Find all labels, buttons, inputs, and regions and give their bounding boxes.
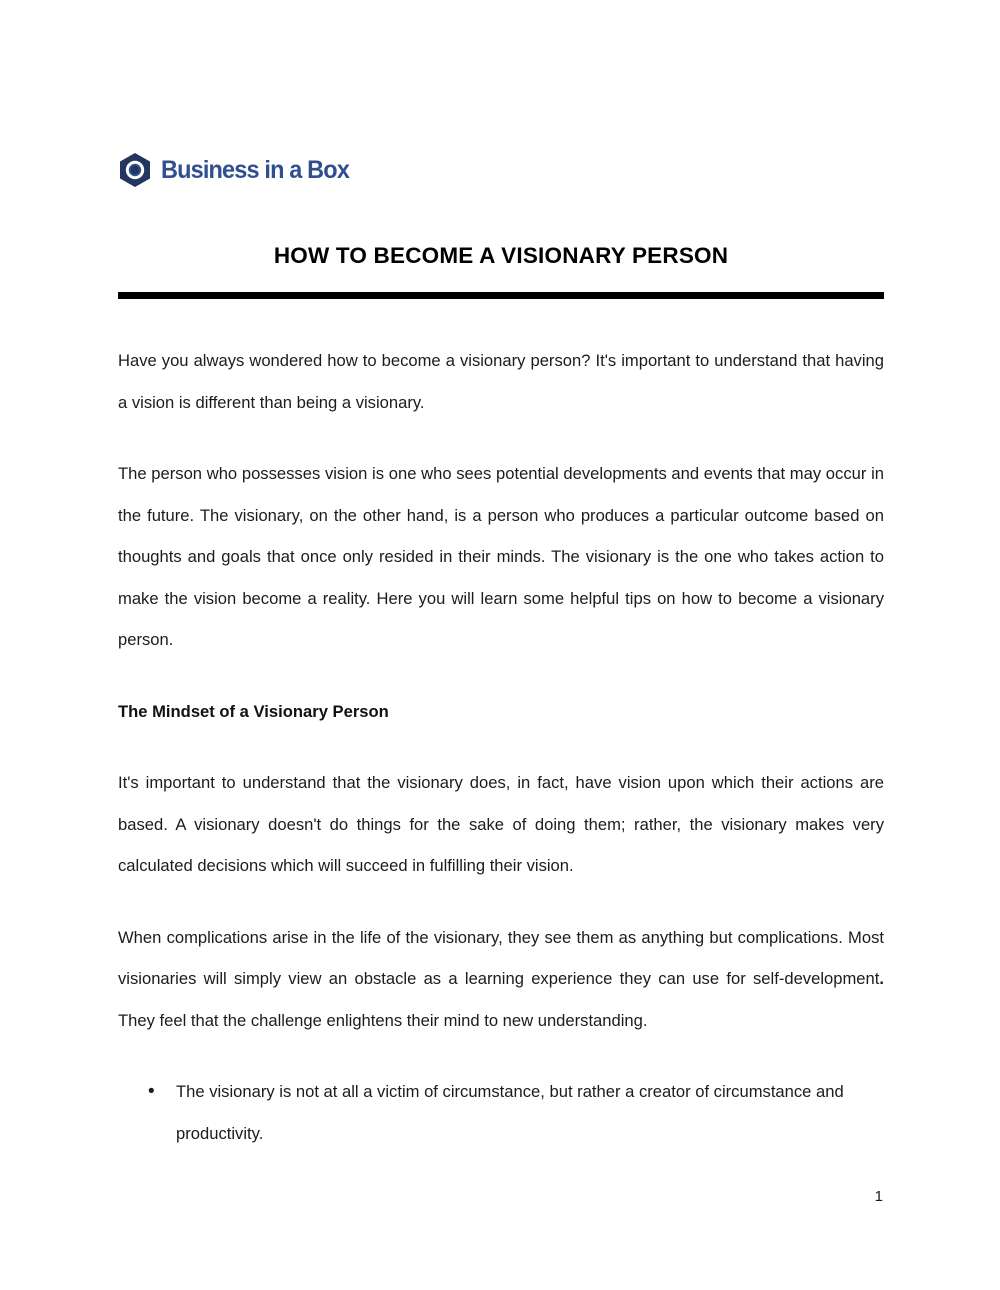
title-divider: [118, 292, 884, 299]
section-heading-mindset: The Mindset of a Visionary Person: [118, 701, 389, 721]
paragraph-vision-definition: The person who possesses vision is one who sees potential developments and events that may occur in the future. The visionary, on the other hand, is a person who produces a particular outcome based on thoughts and goals that once only resided in their minds. The visionary is the one who takes action to make the vision become a reality. Here you will learn some helpful tips on how to become a visionary person.: [118, 464, 884, 649]
page-title: HOW TO BECOME A VISIONARY PERSON: [273, 243, 729, 268]
paragraph-complications: [118, 917, 884, 1042]
brand-logo: [118, 152, 361, 188]
brand-logo-text: Business in a Box: [161, 155, 350, 184]
complications-bold-period: .: [879, 969, 884, 988]
page-number: 1: [874, 1188, 883, 1205]
list-item: [118, 1071, 884, 1154]
paragraph-mindset: It's important to understand that the visionary does, in fact, have vision upon which their actions are based. A visionary doesn't do things for the sake of doing them; rather, the visionary makes very calculated decisions which will succeed in fulfilling their vision.: [118, 773, 884, 875]
hexagon-logo-icon: [118, 152, 152, 188]
paragraph-intro: Have you always wondered how to become a visionary person? It's important to understand that having a vision is different than being a visionary.: [118, 351, 884, 412]
document-body: [118, 340, 884, 1154]
bullet-marker-icon: •: [148, 1081, 155, 1102]
list-item-text: The visionary is not at all a victim of circumstance, but rather a creator of circumstance and productivity.: [176, 1082, 844, 1143]
bullet-list: [118, 1071, 884, 1154]
complications-text-part-two: They feel that the challenge enlightens their mind to new understanding.: [118, 1010, 648, 1030]
complications-text-part-one: When complications arise in the life of the visionary, they see them as anything but complications. Most visionaries will simply view an obstacle as a learning experience they can use for self-development: [118, 927, 884, 988]
